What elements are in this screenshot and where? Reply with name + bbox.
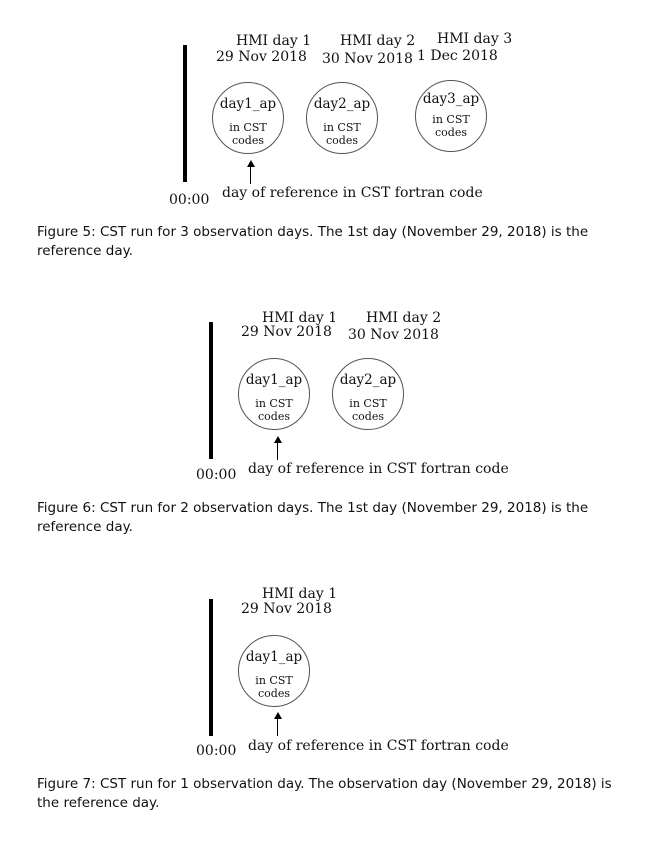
- circle-title: day1_ap: [245, 649, 303, 665]
- circle-title: day1_ap: [245, 372, 303, 388]
- circle-title: day1_ap: [219, 96, 277, 112]
- day-circle: [212, 82, 284, 154]
- circle-title: day2_ap: [339, 372, 397, 388]
- date-label: 29 Nov 2018: [241, 601, 332, 617]
- hmi-day-label: HMI day 1: [236, 33, 312, 49]
- date-label: 30 Nov 2018: [322, 51, 413, 67]
- time-axis-bar: [209, 322, 213, 459]
- time-axis-bar: [183, 45, 187, 182]
- date-label: 1 Dec 2018: [417, 48, 498, 64]
- circle-subtitle: in CST codes: [349, 397, 387, 423]
- hmi-day-label: HMI day 1: [262, 586, 338, 602]
- hmi-day-label: HMI day 1: [262, 310, 338, 326]
- day-circle: [238, 358, 310, 430]
- hmi-day-label: HMI day 2: [340, 33, 416, 49]
- time-label: 00:00: [196, 467, 237, 483]
- hmi-day-label: HMI day 2: [366, 310, 442, 326]
- time-label: 00:00: [169, 192, 210, 208]
- reference-label: day of reference in CST fortran code: [248, 461, 509, 477]
- reference-arrow: [277, 718, 278, 736]
- date-label: 29 Nov 2018: [241, 324, 332, 340]
- time-label: 00:00: [196, 743, 237, 759]
- circle-subtitle: in CST codes: [229, 121, 267, 147]
- circle-subtitle: in CST codes: [432, 113, 470, 139]
- circle-subtitle: in CST codes: [255, 397, 293, 423]
- time-axis-bar: [209, 599, 213, 736]
- day-circle: [306, 82, 378, 154]
- circle-title: day3_ap: [422, 91, 480, 107]
- reference-arrow: [250, 166, 251, 184]
- figure-caption: Figure 7: CST run for 1 observation day. The observation day (November 29, 2018) is the reference day.: [37, 776, 612, 811]
- figure-caption: Figure 6: CST run for 2 observation days. The 1st day (November 29, 2018) is the reference day.: [37, 500, 589, 535]
- circle-subtitle: in CST codes: [255, 674, 293, 700]
- circle-title: day2_ap: [313, 96, 371, 112]
- hmi-day-label: HMI day 3: [437, 31, 513, 47]
- day-circle: [332, 358, 404, 430]
- day-circle: [415, 80, 487, 152]
- circle-subtitle: in CST codes: [323, 121, 361, 147]
- figure-caption: Figure 5: CST run for 3 observation days. The 1st day (November 29, 2018) is the reference day.: [37, 224, 589, 259]
- day-circle: [238, 635, 310, 707]
- reference-label: day of reference in CST fortran code: [222, 185, 483, 201]
- reference-arrow: [277, 442, 278, 460]
- date-label: 30 Nov 2018: [348, 327, 439, 343]
- date-label: 29 Nov 2018: [216, 49, 307, 65]
- reference-label: day of reference in CST fortran code: [248, 738, 509, 754]
